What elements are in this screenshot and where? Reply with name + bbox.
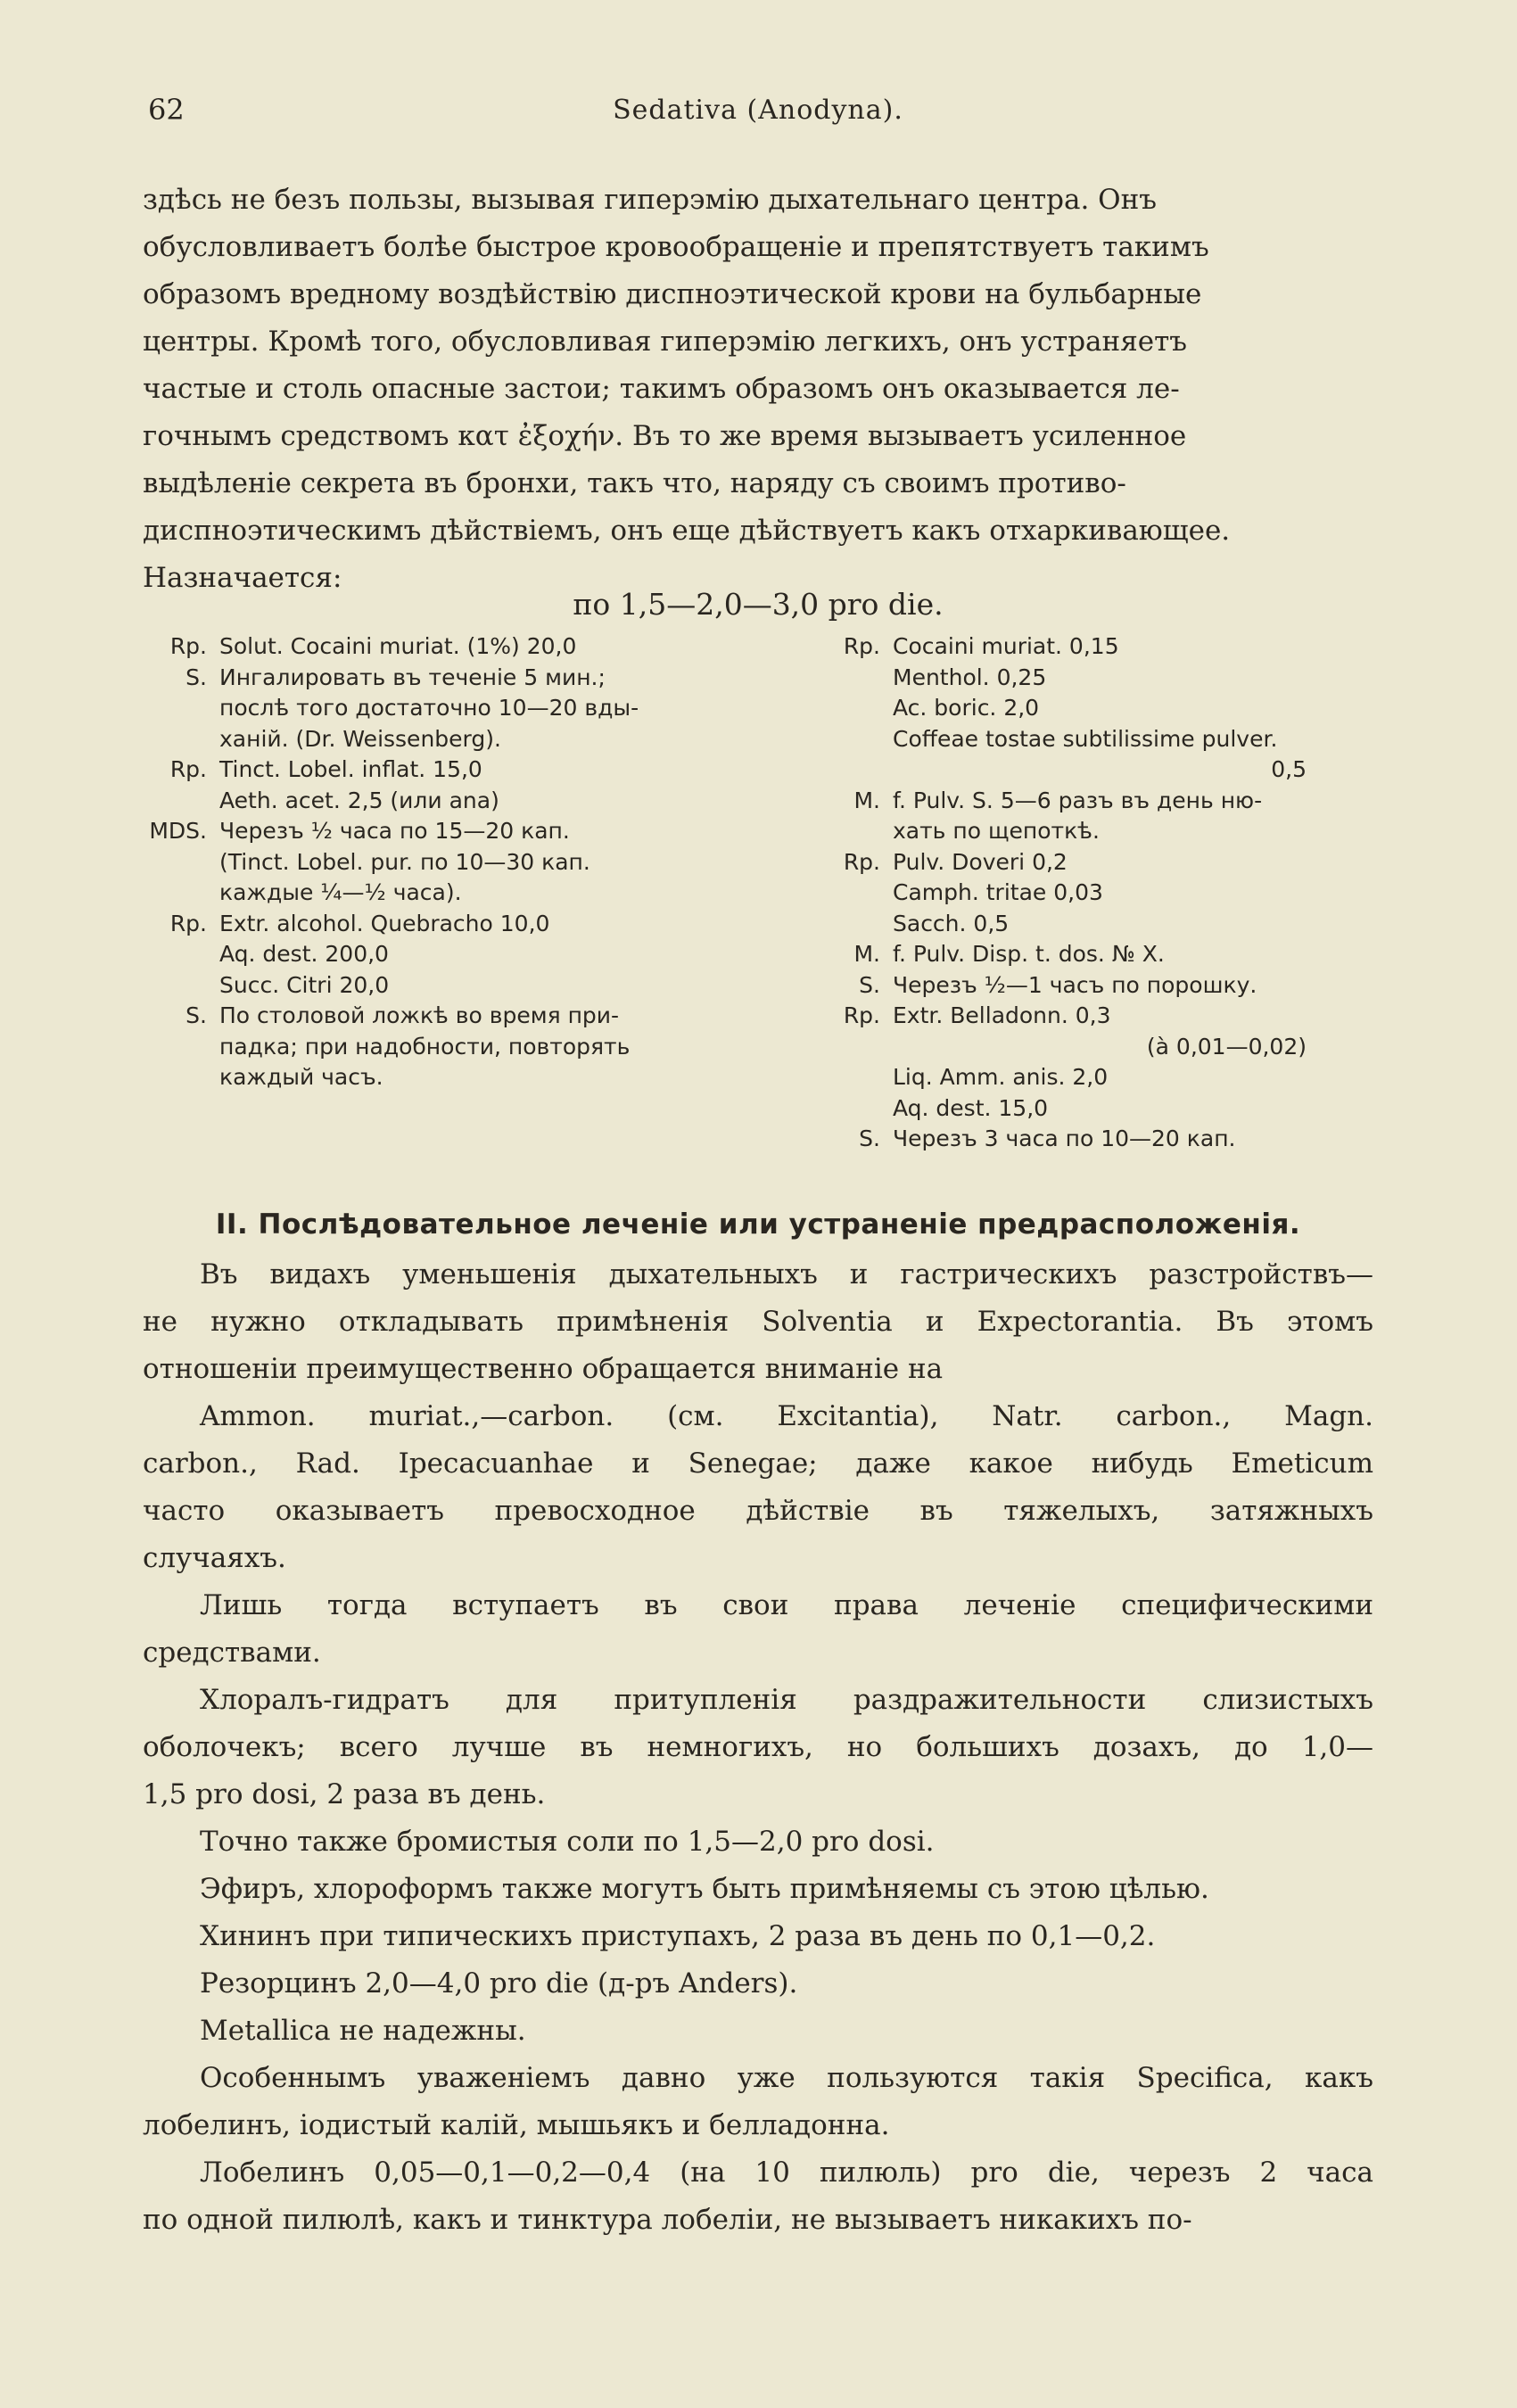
prescription-text: Extr. Belladonn. 0,3	[893, 1002, 1111, 1028]
prescription-line	[816, 1001, 1378, 1032]
prescriptions-right-column	[816, 631, 1378, 1155]
prescription-line	[816, 909, 1378, 940]
body-line: средствами.	[143, 1637, 321, 1669]
prescription-text: (Tinct. Lobel. pur. по 10—30 кап.	[219, 848, 590, 875]
prescription-text: Menthol. 0,25	[893, 664, 1047, 690]
prescription-label: Rp.	[169, 756, 207, 782]
prescription-line	[816, 693, 1378, 724]
intro-line: гочнымъ средствомъ κατ ἐξοχήν. Въ то же время вызываетъ усиленное	[143, 420, 1187, 452]
prescription-label: Rp.	[169, 633, 207, 659]
prescription-line	[143, 724, 722, 755]
prescription-line	[143, 663, 722, 694]
intro-line: диспноэтическимъ дѣйствіемъ, онъ еще дѣйствуетъ какъ отхаркивающее.	[143, 515, 1231, 547]
prescription-line	[143, 631, 722, 663]
prescription-text: Aq. dest. 15,0	[893, 1094, 1049, 1121]
prescription-label	[816, 1093, 893, 1125]
running-title: Sedativa (Anodyna).	[613, 95, 903, 126]
prescription-text: Черезъ 3 часа по 10—20 кап.	[893, 1126, 1236, 1151]
body-line: Эфиръ, хлороформъ также могутъ быть примѣняемы съ этою цѣлью.	[200, 1873, 1209, 1905]
prescription-label: MDS.	[149, 818, 207, 844]
intro-line: обусловливаетъ болѣе быстрое кровообращеніе и препятствуетъ такимъ	[143, 231, 1209, 263]
prescription-label	[816, 909, 893, 940]
prescription-label	[816, 1062, 893, 1093]
body-line: Хининъ при типическихъ приступахъ, 2 раза въ день по 0,1—0,2.	[200, 1920, 1156, 1952]
body-line: оболочекъ; всего лучше въ немногихъ, но большихъ дозахъ, до 1,0—	[143, 1731, 1373, 1763]
body-line: часто оказываетъ превосходное дѣйствіе въ тяжелыхъ, затяжныхъ	[143, 1495, 1373, 1527]
prescription-label	[816, 724, 893, 755]
prescription-label	[143, 970, 219, 1002]
prescription-line	[143, 1032, 722, 1063]
prescription-line	[143, 939, 722, 970]
prescription-text: Liq. Amm. anis. 2,0	[893, 1064, 1109, 1090]
body-line: Лишь тогда вступаетъ въ свои права леченіе специфическими	[200, 1589, 1373, 1621]
prescription-text: Sacch. 0,5	[893, 910, 1010, 936]
prescription-text: Aeth. acet. 2,5 (или ana)	[219, 787, 499, 813]
dose-line: по 1,5—2,0—3,0 pro die.	[573, 587, 944, 622]
body-line: Точно также бромистыя соли по 1,5—2,0 pro dosi.	[200, 1826, 935, 1858]
page-header	[143, 93, 1373, 128]
prescription-label	[816, 755, 893, 786]
prescription-text: Camph. tritae 0,03	[893, 879, 1103, 905]
prescription-text: Solut. Cocaini muriat. (1%) 20,0	[219, 633, 577, 659]
section-heading: II. Послѣдовательное леченіе или устраненіе предрасположенія.	[215, 1208, 1301, 1241]
prescription-text: хать по щепоткѣ.	[893, 818, 1100, 844]
prescription-line	[816, 1124, 1378, 1155]
prescription-label: S.	[859, 971, 880, 998]
intro-line: частые и столь опасные застои; такимъ образомъ онъ оказывается ле-	[143, 373, 1180, 405]
prescription-text: падка; при надобности, повторять	[219, 1033, 631, 1060]
body-line: Metallica не надежны.	[200, 2015, 526, 2047]
prescription-line	[143, 816, 722, 847]
body-line: Резорцинъ 2,0—4,0 pro die (д-ръ Anders).	[200, 1967, 798, 2000]
prescription-line	[143, 1062, 722, 1093]
prescription-label	[143, 693, 219, 724]
prescription-line	[816, 786, 1378, 817]
prescription-label	[143, 878, 219, 909]
body-line: отношеніи преимущественно обращается вниманіе на	[143, 1353, 944, 1385]
prescription-label	[816, 816, 893, 847]
prescription-text: Succ. Citri 20,0	[219, 971, 390, 998]
intro-line: Назначается:	[143, 562, 342, 594]
prescription-text: Pulv. Doveri 0,2	[893, 848, 1068, 875]
intro-line: выдѣленіе секрета въ бронхи, такъ что, наряду съ своимъ противо-	[143, 467, 1126, 499]
prescription-text: Черезъ ½ часа по 15—20 кап.	[219, 818, 570, 844]
prescription-line	[816, 939, 1378, 970]
prescription-label	[143, 939, 219, 970]
body-line: Ammon. muriat.,—carbon. (см. Excitantia), Natr. carbon., Magn.	[200, 1400, 1373, 1432]
prescription-text: f. Pulv. S. 5—6 разъ въ день ню-	[893, 787, 1263, 813]
prescription-line	[143, 909, 722, 940]
prescription-label: S.	[186, 1002, 207, 1028]
prescription-text: По столовой ложкѣ во время при-	[219, 1002, 620, 1028]
prescription-line	[143, 786, 722, 817]
prescription-label: Rp.	[843, 633, 880, 659]
prescription-line	[816, 1062, 1378, 1093]
prescription-line	[816, 878, 1378, 909]
prescription-line	[816, 847, 1378, 878]
intro-line: образомъ вредному воздѣйствію диспноэтической крови на бульбарные	[143, 278, 1202, 310]
prescription-line	[816, 1032, 1378, 1063]
prescription-label	[816, 663, 893, 694]
prescription-label	[143, 1062, 219, 1093]
prescription-text: ханій. (Dr. Weissenberg).	[219, 725, 501, 752]
prescription-line	[816, 631, 1378, 663]
prescription-line	[816, 1093, 1378, 1125]
prescription-text: Extr. alcohol. Quebracho 10,0	[219, 910, 550, 936]
prescription-text: Ингалировать въ теченіе 5 мин.;	[219, 664, 606, 690]
prescription-label	[143, 786, 219, 817]
prescription-line	[143, 1001, 722, 1032]
prescription-text: послѣ того достаточно 10—20 вды-	[219, 695, 639, 721]
prescription-label: M.	[853, 787, 880, 813]
prescription-label	[816, 878, 893, 909]
prescription-text: (à 0,01—0,02)	[1146, 1033, 1307, 1060]
prescription-text: Ac. boric. 2,0	[893, 695, 1040, 721]
prescription-text: Aq. dest. 200,0	[219, 941, 389, 967]
prescription-text: 0,5	[1271, 756, 1307, 782]
intro-line: центры. Кромѣ того, обусловливая гиперэмію легкихъ, онъ устраняетъ	[143, 326, 1187, 358]
body-line: по одной пилюлѣ, какъ и тинктура лобеліи, не вызываетъ никакихъ по-	[143, 2204, 1192, 2236]
intro-paragraph	[143, 177, 1373, 602]
prescription-text: Cocaini muriat. 0,15	[893, 633, 1119, 659]
body-line: 1,5 pro dosi, 2 раза въ день.	[143, 1778, 546, 1810]
prescription-label	[816, 1032, 893, 1063]
prescriptions-left-column	[143, 631, 722, 1093]
prescription-text: Tinct. Lobel. inflat. 15,0	[219, 756, 482, 782]
prescription-text: f. Pulv. Disp. t. dos. № X.	[893, 941, 1165, 967]
prescription-label: Rp.	[843, 848, 880, 875]
prescription-label: S.	[859, 1126, 880, 1151]
prescription-line	[816, 755, 1378, 786]
prescription-label	[143, 724, 219, 755]
intro-line: здѣсь не безъ пользы, вызывая гиперэмію дыхательнаго центра. Онъ	[143, 184, 1157, 216]
prescription-line	[816, 970, 1378, 1002]
prescription-line	[143, 878, 722, 909]
prescription-text: Черезъ ½—1 часъ по порошку.	[893, 971, 1257, 998]
body-line: не нужно откладывать примѣненія Solventia и Expectorantia. Въ этомъ	[143, 1306, 1373, 1338]
prescription-line	[143, 847, 722, 878]
prescription-line	[143, 693, 722, 724]
body-line: Хлоралъ-гидратъ для притупленія раздражительности слизистыхъ	[200, 1684, 1373, 1716]
prescription-text: Coffeae tostae subtilissime pulver.	[893, 725, 1278, 752]
prescription-label: S.	[186, 664, 207, 690]
prescription-line	[816, 663, 1378, 694]
prescription-text: каждые ¼—½ часа).	[219, 879, 462, 905]
page-number: 62	[148, 93, 185, 127]
prescription-line	[816, 724, 1378, 755]
body-text	[143, 1251, 1373, 2244]
prescription-line	[143, 755, 722, 786]
body-line: лобелинъ, іодистый калій, мышьякъ и белладонна.	[143, 2109, 890, 2141]
body-line: carbon., Rad. Ipecacuanhae и Senegae; даже какое нибудь Emeticum	[143, 1447, 1373, 1480]
body-line: Въ видахъ уменьшенія дыхательныхъ и гастрическихъ разстройствъ—	[200, 1258, 1373, 1291]
body-line: Особеннымъ уваженіемъ давно уже пользуются такія Specifica, какъ	[200, 2062, 1373, 2094]
prescription-label	[143, 1032, 219, 1063]
prescription-text: каждый часъ.	[219, 1064, 383, 1090]
prescription-label	[143, 847, 219, 878]
prescription-line	[143, 970, 722, 1002]
prescription-label	[816, 693, 893, 724]
body-line: Лобелинъ 0,05—0,1—0,2—0,4 (на 10 пилюль) pro die, черезъ 2 часа	[200, 2156, 1373, 2189]
prescription-label: Rp.	[169, 910, 207, 936]
prescription-label: M.	[853, 941, 880, 967]
body-line: случаяхъ.	[143, 1542, 286, 1574]
prescription-label: Rp.	[843, 1002, 880, 1028]
prescription-line	[816, 816, 1378, 847]
